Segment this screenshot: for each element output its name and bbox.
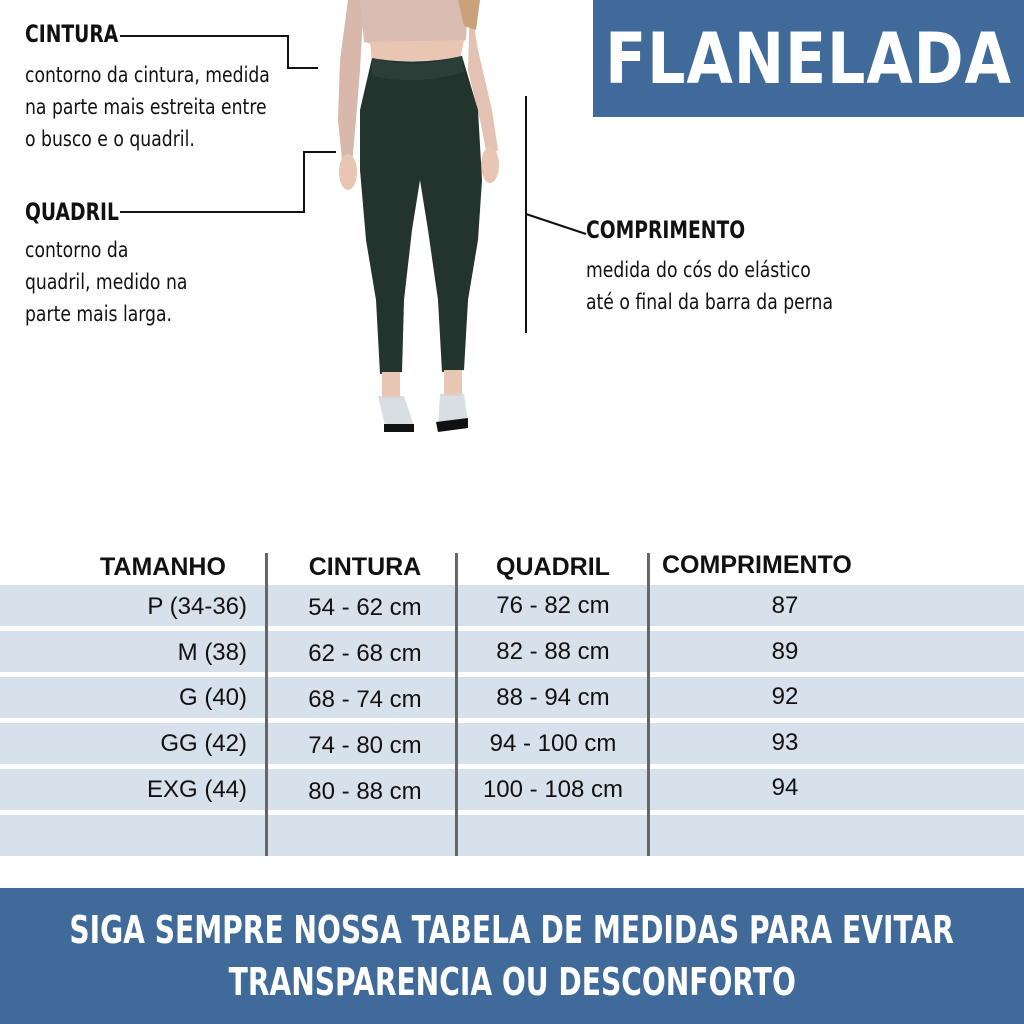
cell-size: GG (42) [160,730,247,757]
cell-length: 87 [771,592,799,619]
header-length: COMPRIMENTO [662,551,852,579]
table-row-band [0,815,1024,856]
cell-size: P (34-36) [147,593,247,620]
cell-waist: 54 - 62 cm [308,594,422,621]
header-waist: CINTURA [308,553,422,581]
cell-size: G (40) [178,684,247,711]
hip-desc-line: contorno da [25,238,129,262]
cell-hip: 88 - 94 cm [496,684,610,711]
cell-waist: 68 - 74 cm [308,686,422,713]
waist-desc-line: o busco e o quadril. [25,127,195,151]
cell-waist: 80 - 88 cm [308,778,422,805]
cell-length: 94 [771,774,799,801]
waist-desc-line: na parte mais estreita entre [25,95,267,119]
hip-description [25,234,187,330]
cell-hip: 82 - 88 cm [496,638,610,665]
cell-hip: 100 - 108 cm [482,776,624,803]
header-hip: QUADRIL [496,553,610,581]
hip-title: QUADRIL [25,198,119,226]
footer-line: TRANSPARENCIA OU DESCONFORTO [228,960,796,1004]
waist-title: CINTURA [25,20,119,48]
cell-hip: 94 - 100 cm [489,730,617,757]
length-title: COMPRIMENTO [586,216,746,244]
hip-desc-line: quadril, medido na [25,270,188,294]
length-desc-line: medida do cós do elástico [586,258,811,282]
cell-length: 92 [771,683,799,710]
column-divider [265,553,268,856]
cell-length: 93 [771,729,799,756]
brand-banner [593,0,1024,117]
hip-desc-line: parte mais larga. [25,302,173,326]
footer-line: SIGA SEMPRE NOSSA TABELA DE MEDIDAS PARA EVITAR [69,908,955,952]
cell-size: M (38) [177,639,247,666]
brand-title: FLANELADA [605,17,1012,100]
header-size: TAMANHO [100,553,226,581]
waist-desc-line: contorno da cintura, medida [25,63,270,87]
length-description [586,254,833,318]
cell-length: 89 [771,638,799,665]
cell-size: EXG (44) [146,776,247,803]
cell-waist: 74 - 80 cm [308,732,422,759]
footer-banner [0,888,1024,1024]
waist-description [25,59,270,155]
cell-hip: 76 - 82 cm [496,592,610,619]
length-desc-line: até o final da barra da perna [586,290,833,314]
cell-waist: 62 - 68 cm [308,640,422,667]
